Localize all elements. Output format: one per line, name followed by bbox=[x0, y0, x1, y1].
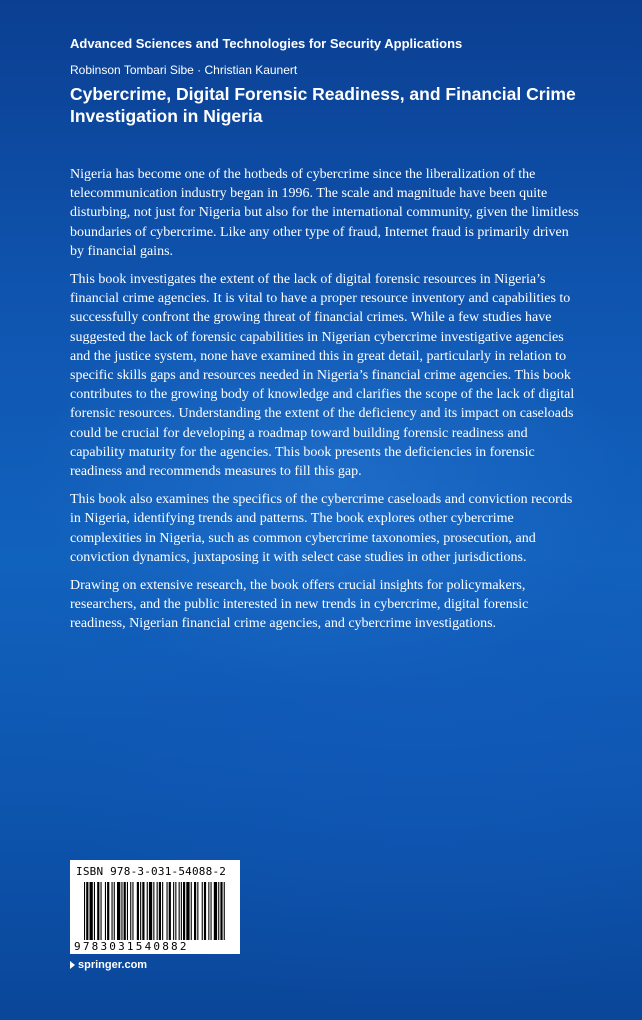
barcode-bar bbox=[94, 882, 95, 940]
barcode-bar bbox=[86, 882, 88, 940]
barcode-bar bbox=[107, 882, 109, 940]
barcode-bar bbox=[114, 882, 115, 940]
barcode-bar bbox=[202, 882, 203, 940]
isbn-label: ISBN 978-3-031-54088-2 bbox=[76, 865, 227, 878]
barcode-bar bbox=[112, 882, 113, 940]
barcode-bar bbox=[121, 882, 122, 940]
barcode-bar bbox=[191, 882, 192, 940]
barcode-bar bbox=[162, 882, 163, 940]
arrow-right-icon bbox=[70, 961, 75, 969]
barcode-bar bbox=[218, 882, 219, 940]
barcode-bar bbox=[179, 882, 180, 940]
barcode-bar bbox=[130, 882, 131, 940]
barcode-bar bbox=[101, 882, 102, 940]
barcode-bar bbox=[124, 882, 126, 940]
barcode-bar bbox=[181, 882, 182, 940]
barcode-bar bbox=[132, 882, 133, 940]
barcode-bar bbox=[153, 882, 154, 940]
barcode-bar bbox=[167, 882, 168, 940]
barcode-bar bbox=[84, 882, 85, 940]
barcode-bar bbox=[214, 882, 217, 940]
publisher-link-text: springer.com bbox=[78, 959, 148, 971]
barcode-bar bbox=[208, 882, 209, 940]
blurb-paragraph: This book investigates the extent of the lack of digital forensic resources in Nigeria’s financial crime agencies. It is vital to have a proper resource inventory and capabilities to successfully confront the growing threat of financial crimes. While a few studies have suggested the lack of forensic capabilities in Nigerian cybercrime investigative agencies and the justice system, none have examined this in great detail, particularly in relation to specific skills gaps and resources needed in Nigeria’s financial crime agencies. This book contributes to the growing body of knowledge and clarifies the scope of the lack of digital forensic resources. Understanding the extent of the deficiency and its impact on caseloads could be crucial for developing a roadmap toward building forensic readiness and capability maturity for the agencies. This book presents the deficiencies in forensic readiness and recommends measures to fill this gap. bbox=[70, 272, 575, 480]
barcode-bar bbox=[140, 882, 141, 940]
blurb-paragraph: This book also examines the specifics of the cybercrime caseloads and conviction records in Nigeria, identifying trends and patterns. The book explores other cybercrime complexities in Nigeria, such as common cybercrime taxonomies, prosecution, and conviction dynamics, juxtaposing it with select case studies in other jurisdictions. bbox=[70, 492, 573, 565]
barcode-bar bbox=[149, 882, 152, 940]
barcode-bar bbox=[142, 882, 144, 940]
series-title: Advanced Sciences and Technologies for Security Applications bbox=[70, 36, 463, 51]
barcode-bar bbox=[169, 882, 171, 940]
barcode-bar bbox=[90, 882, 93, 940]
barcode-bar bbox=[127, 882, 128, 940]
barcode-bar bbox=[173, 882, 174, 940]
barcode-bar bbox=[186, 882, 189, 940]
authors: Robinson Tombari Sibe · Christian Kaunert bbox=[70, 63, 298, 77]
barcode-bar bbox=[159, 882, 161, 940]
barcode-bar bbox=[97, 882, 99, 940]
isbn-barcode bbox=[70, 860, 240, 954]
blurb bbox=[70, 165, 582, 643]
barcode-bar bbox=[117, 882, 120, 940]
barcode-bar bbox=[157, 882, 158, 940]
blurb-paragraph: Nigeria has become one of the hotbeds of cybercrime since the liberalization of the telecommunication industry began in 1996. The scale and magnitude have been quite disturbing, not just for Nigeria but also for the international community, given the limitless boundaries of cybercrime. Like any other type of fraud, Internet fraud is primarily driven by financial gains. bbox=[70, 167, 579, 259]
barcode-bar bbox=[105, 882, 106, 940]
barcode-bar bbox=[194, 882, 196, 940]
barcode-bar bbox=[137, 882, 139, 940]
barcode-bar bbox=[204, 882, 206, 940]
barcode-bar bbox=[224, 882, 225, 940]
barcode-bars bbox=[84, 882, 226, 940]
blurb-paragraph: Drawing on extensive research, the book offers crucial insights for policymakers, researchers, and the public interested in new trends in cybercrime, digital forensic readiness, Nigerian financial crime agencies, and cybercrime investigations. bbox=[70, 578, 529, 632]
barcode-bar bbox=[175, 882, 176, 940]
barcode-bar bbox=[183, 882, 185, 940]
barcode-bar bbox=[211, 882, 212, 940]
barcode-number: 9783031540882 bbox=[74, 940, 189, 953]
barcode-bar bbox=[220, 882, 222, 940]
barcode-bar bbox=[147, 882, 148, 940]
publisher-link[interactable] bbox=[70, 959, 147, 971]
book-title: Cybercrime, Digital Forensic Readiness, and Financial Crime Investigation in Nigeria bbox=[70, 84, 576, 126]
barcode-bar bbox=[197, 882, 198, 940]
